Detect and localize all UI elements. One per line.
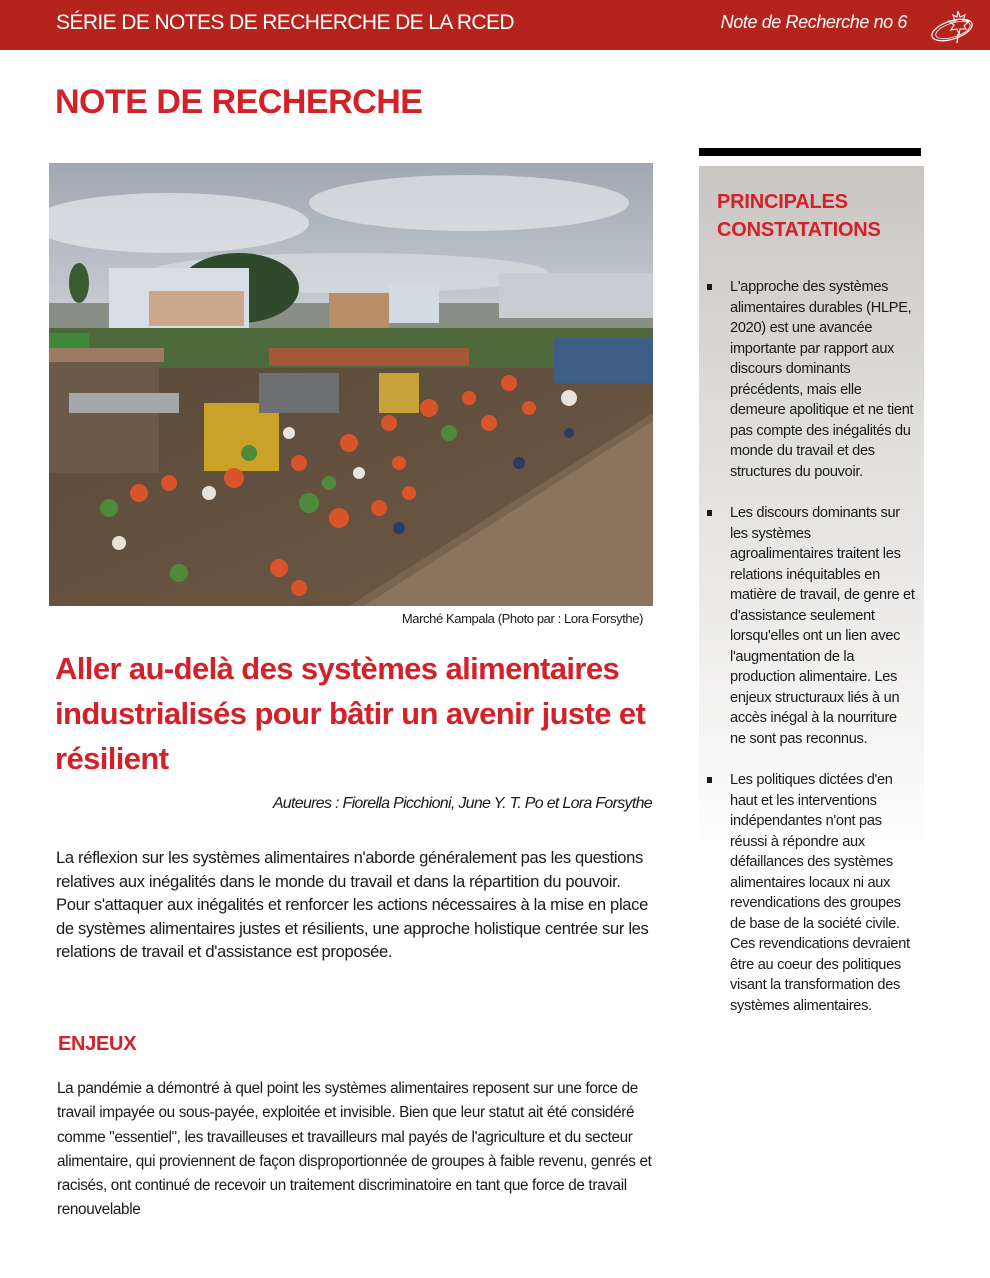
sidebar-title-line1: PRINCIPALES <box>717 191 848 213</box>
key-finding-item <box>706 503 916 749</box>
key-finding-text: Les politiques dictées d'en haut et les interventions indépendantes n'ont pas réussi à répondre aux défaillances des systèmes alimentaires locaux ni aux revendications des groupes de base de la société civile. Ces revendications devraient être au coeur des politiques visant la transformation des systèmes alimentaires. <box>730 772 910 1014</box>
authors-line: Auteures : Fiorella Picchioni, June Y. T. Po et Lora Forsythe <box>272 795 652 812</box>
key-finding-item <box>706 770 916 1016</box>
document-title: Aller au-delà des systèmes alimentaires industrialisés pour bâtir un avenir juste et résilient <box>55 651 646 776</box>
abstract-paragraph: La réflexion sur les systèmes alimentaires n'aborde généralement pas les questions relatives aux inégalités dans le monde du travail et dans la répartition du pouvoir. Pour s'attaquer aux inégalités et renforcer les actions nécessaires à la mise en place de systèmes alimentaires justes et résilients, une approche holistique centrée sur les relations de travail et d'assistance est proposée. <box>56 848 649 961</box>
square-bullet-icon <box>707 284 712 290</box>
kicker-heading: NOTE DE RECHERCHE <box>55 83 423 121</box>
key-finding-text: L'approche des systèmes alimentaires durables (HLPE, 2020) est une avancée importante par rapport aux discours dominants précédents, mais elle demeure apolitique et ne tient pas compte des inégalités du monde du travail et des structures du pouvoir. <box>730 279 914 480</box>
header-bar <box>0 0 990 50</box>
market-photo <box>49 163 653 606</box>
maple-leaf-logo-icon <box>928 8 980 46</box>
section-body-paragraph: La pandémie a démontré à quel point les systèmes alimentaires reposent sur une force de travail impayée ou sous-payée, exploitée et invisible. Bien que leur statut ait été considéré comme "essentiel", les travailleuses et travailleurs mal payés de l'agriculture et du secteur alimentaire, qui proviennent de façon disproportionnée de groupes à faible revenu, genrés et racisés, ont continué de recevoir un traitement discriminatoire en tant que force de travail renouvelable <box>57 1080 652 1219</box>
sidebar-title-line2: CONSTATATIONS <box>717 219 881 241</box>
square-bullet-icon <box>707 777 712 783</box>
sidebar-top-rule <box>699 148 921 156</box>
square-bullet-icon <box>707 510 712 516</box>
sidebar-title <box>717 188 881 244</box>
photo-caption: Marché Kampala (Photo par : Lora Forsythe) <box>401 611 643 626</box>
key-finding-text: Les discours dominants sur les systèmes agroalimentaires traitent les relations inéquitables en matière de travail, de genre et d'assistance seulement lorsqu'elles ont un lien avec l'augmentation de la production alimentaire. Les enjeux structuraux liés à un accès inégal à la nourriture ne sont pas reconnus. <box>730 505 915 747</box>
series-title: SÉRIE DE NOTES DE RECHERCHE DE LA RCED <box>56 11 514 34</box>
market-photo-illustration <box>49 163 653 606</box>
note-number: Note de Recherche no 6 <box>720 12 907 32</box>
key-findings-list <box>706 277 916 1037</box>
section-heading-enjeux: ENJEUX <box>58 1033 137 1055</box>
key-finding-item <box>706 277 916 482</box>
